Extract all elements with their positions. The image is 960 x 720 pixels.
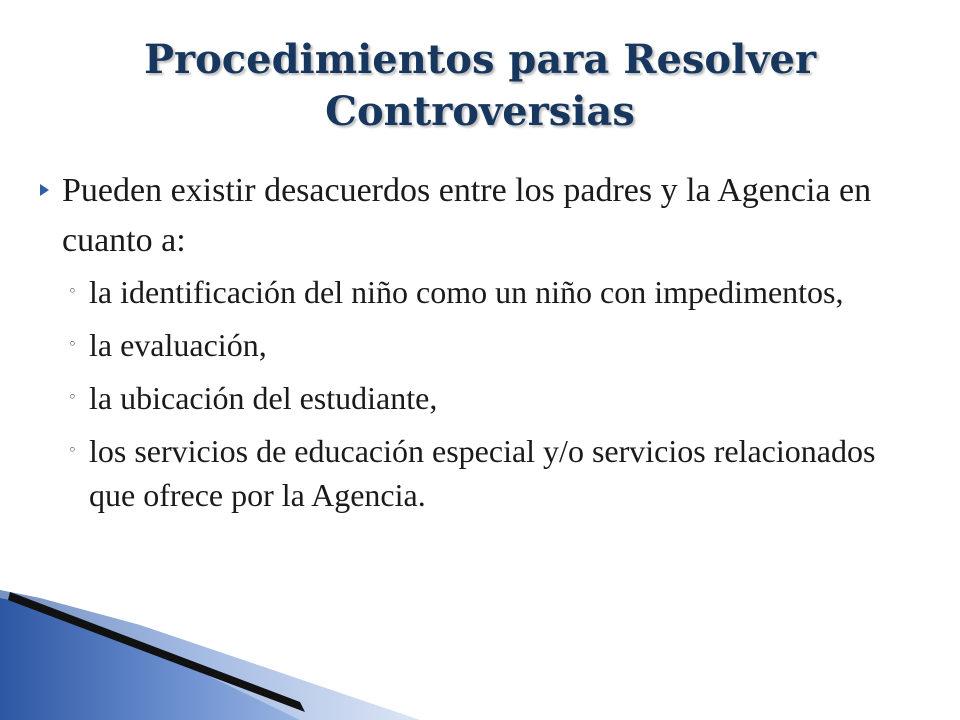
sub-bullet-text: los servicios de educación especial y/o servicios relacionados que ofrece por la Agencia. — [89, 433, 876, 513]
triangle-bullet-icon — [40, 184, 49, 196]
slide-content — [36, 166, 916, 526]
title-line-2: Controversias — [325, 88, 635, 135]
circle-bullet-icon: ◦ — [68, 335, 77, 353]
slide-title — [40, 34, 920, 138]
sub-bullet-text: la evaluación, — [89, 327, 267, 363]
sub-bullet-item — [36, 323, 916, 367]
title-line-1: Procedimientos para Resolver — [143, 36, 817, 83]
decorative-corner-swoosh — [0, 590, 420, 720]
bullet-item — [36, 166, 916, 266]
sub-bullet-item — [36, 270, 916, 314]
sub-bullet-item — [36, 376, 916, 420]
circle-bullet-icon: ◦ — [68, 441, 77, 459]
circle-bullet-icon: ◦ — [68, 388, 77, 406]
circle-bullet-icon: ◦ — [68, 282, 77, 300]
sub-bullet-text: la ubicación del estudiante, — [89, 380, 438, 416]
sub-bullet-item — [36, 429, 916, 517]
sub-bullet-text: la identificación del niño como un niño con impedimentos, — [89, 274, 844, 310]
bullet-text: Pueden existir desacuerdos entre los padres y la Agencia en cuanto a: — [62, 172, 872, 259]
